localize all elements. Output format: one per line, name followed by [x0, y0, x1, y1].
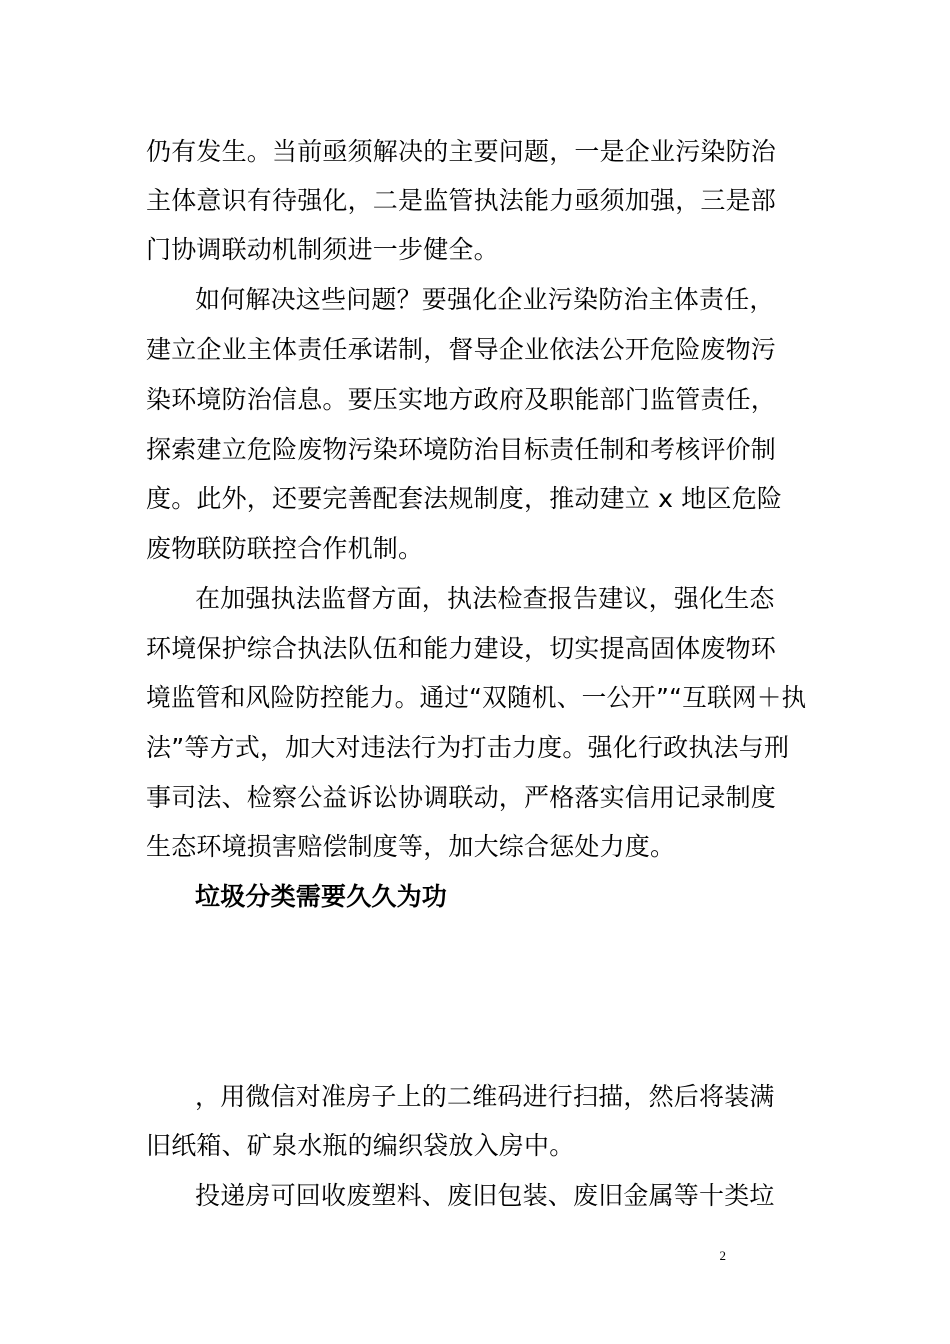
body-text-line: 在加强执法监督方面，执法检查报告建议，强化生态 — [195, 584, 775, 613]
body-text-line: 法”等方式，加大对违法行为打击力度。强化行政执法与刑 — [146, 733, 790, 762]
body-text-line: 境监管和风险防控能力。通过“双随机、一公开”“互联网＋执 — [146, 683, 807, 712]
body-text-line: ，用微信对准房子上的二维码进行扫描，然后将装满 — [195, 1082, 775, 1111]
body-text-line: 探索建立危险废物污染环境防治目标责任制和考核评价制 — [146, 435, 777, 464]
body-text-line: 建立企业主体责任承诺制，督导企业依法公开危险废物污 — [146, 335, 777, 364]
body-text-line: 废物联防联控合作机制。 — [146, 534, 424, 563]
body-text-line: 度。此外，还要完善配套法规制度，推动建立 x 地区危险 — [146, 484, 783, 513]
body-text-line: 仍有发生。当前亟须解决的主要问题，一是企业污染防治 — [146, 137, 777, 166]
body-text-line: 旧纸箱、矿泉水瓶的编织袋放入房中。 — [146, 1131, 575, 1160]
body-text-line: 染环境防治信息。要压实地方政府及职能部门监管责任， — [146, 385, 777, 414]
page-number: 2 — [719, 1248, 726, 1263]
body-text-line: 门协调联动机制须进一步健全。 — [146, 235, 499, 264]
body-text-line: 环境保护综合执法队伍和能力建设，切实提高固体废物环 — [146, 634, 777, 663]
body-text-line: 主体意识有待强化，二是监管执法能力亟须加强，三是部 — [146, 186, 777, 215]
body-text-line: 生态环境损害赔偿制度等，加大综合惩处力度。 — [146, 832, 676, 861]
body-text-line: 投递房可回收废塑料、废旧包装、废旧金属等十类垃 — [195, 1181, 775, 1210]
body-text-line: 如何解决这些问题？要强化企业污染防治主体责任， — [195, 285, 775, 314]
body-text-line: 事司法、检察公益诉讼协调联动，严格落实信用记录制度 — [146, 783, 777, 812]
section-heading: 垃圾分类需要久久为功 — [195, 882, 448, 911]
